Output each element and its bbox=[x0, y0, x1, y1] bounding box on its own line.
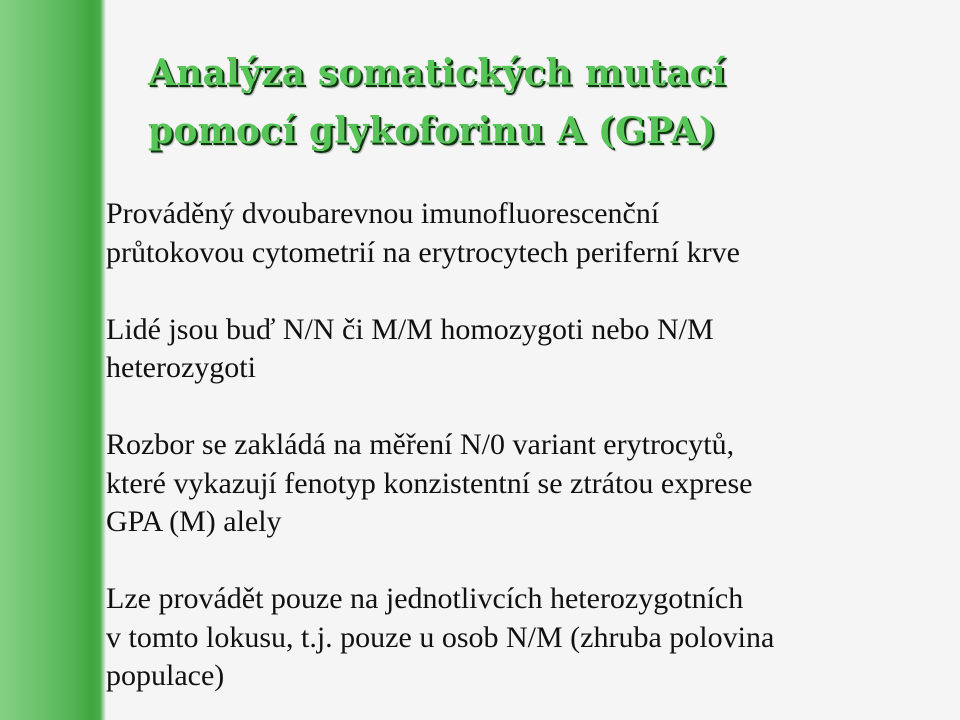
paragraph-3-line-2: které vykazují fenotyp konzistentní se ztrátou exprese bbox=[106, 466, 753, 500]
green-sidebar-decoration bbox=[0, 0, 106, 720]
paragraph-2-line-1: Lidé jsou buď N/N či M/M homozygoti nebo N/M bbox=[106, 312, 714, 346]
paragraph-4-line-1: Lze provádět pouze na jednotlivcích heterozygotních bbox=[106, 582, 744, 615]
paragraph-2 bbox=[106, 311, 946, 388]
paragraph-1-line-1: Prováděný dvoubarevnou imunofluorescenční bbox=[106, 197, 660, 230]
paragraph-3-line-1: Rozbor se zakládá na měření N/0 variant erytrocytů, bbox=[106, 428, 735, 461]
paragraph-4-line-3: populace) bbox=[106, 659, 225, 692]
paragraph-2-line-2: heterozygoti bbox=[106, 351, 256, 384]
paragraph-3-line-3: GPA (M) alely bbox=[106, 505, 282, 538]
paragraph-1-line-2: průtokovou cytometrií na erytrocytech periferní krve bbox=[106, 235, 740, 269]
slide-body bbox=[106, 195, 946, 696]
paragraph-1 bbox=[106, 195, 946, 272]
slide-title-line-1: Analýza somatických mutací bbox=[148, 52, 726, 94]
paragraph-3 bbox=[106, 426, 946, 542]
paragraph-4 bbox=[106, 580, 946, 696]
slide-title-line-2: pomocí glykoforinu A (GPA) bbox=[148, 110, 717, 152]
slide-title bbox=[148, 44, 726, 160]
paragraph-4-line-2: v tomto lokusu, t.j. pouze u osob N/M (zhruba polovina bbox=[106, 620, 775, 654]
